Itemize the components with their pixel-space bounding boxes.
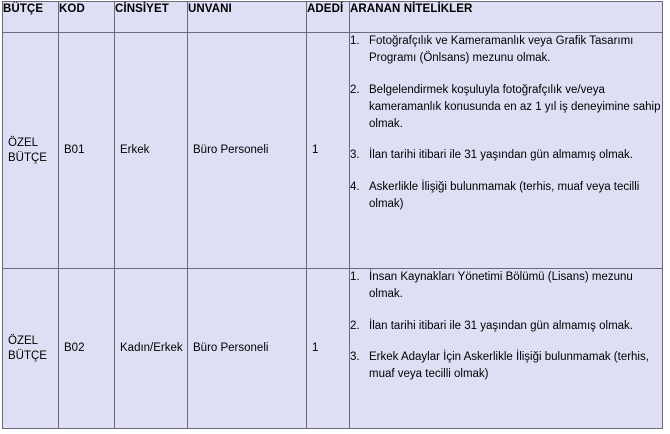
cell-nitelikler xyxy=(350,269,663,429)
table-body xyxy=(3,33,663,429)
column-header-butce: BÜTÇE xyxy=(3,2,59,33)
qualification-item: İnsan Kaynakları Yönetimi Bölümü (Lisans) mezunu olmak. xyxy=(369,271,633,301)
cell-butce-text: ÖZEL BÜTÇE xyxy=(8,137,47,164)
cell-unvani xyxy=(188,33,307,269)
qualification-item: İlan tarihi itibari ile 31 yaşından gün almamış olmak. xyxy=(369,319,633,332)
cell-nitelikler xyxy=(350,33,663,269)
cell-butce xyxy=(3,269,59,429)
qualifications-table xyxy=(2,1,663,429)
column-header-unvani: UNVANI xyxy=(188,2,307,33)
qualifications-table-container xyxy=(2,1,662,427)
cell-butce xyxy=(3,33,59,269)
qualification-item: Belgelendirmek koşuluyla fotoğrafçılık ve/veya kameramanlık konusunda en az 1 yıl iş deneyimine sahip olmak. xyxy=(369,83,661,130)
cell-kod-text: B02 xyxy=(64,342,85,355)
column-header-kod: KOD xyxy=(59,2,115,33)
cell-butce-text: ÖZEL BÜTÇE xyxy=(8,335,47,362)
cell-unvani-text: Büro Personeli xyxy=(193,342,269,355)
qualification-list xyxy=(350,269,662,383)
qualification-list xyxy=(350,33,662,213)
qualification-item: Fotoğrafçılık ve Kameramanlık veya Grafik Tasarımı Programı (Önlsans) mezunu olmak. xyxy=(369,35,634,65)
cell-adedi-text: 1 xyxy=(312,144,319,157)
cell-adedi xyxy=(307,33,350,269)
column-header-nitelik: ARANAN NİTELİKLER xyxy=(350,2,663,33)
cell-cinsiyet-text: Erkek xyxy=(120,144,150,157)
table-row xyxy=(3,33,663,269)
cell-kod xyxy=(59,33,115,269)
cell-unvani-text: Büro Personeli xyxy=(193,144,269,157)
table-header-row xyxy=(3,2,663,33)
cell-kod xyxy=(59,269,115,429)
cell-unvani xyxy=(188,269,307,429)
table-header xyxy=(3,2,663,33)
column-header-adedi: ADEDİ xyxy=(307,2,350,33)
cell-cinsiyet xyxy=(115,33,188,269)
column-header-cinsiyet: CİNSİYET xyxy=(115,2,188,33)
cell-adedi-text: 1 xyxy=(312,342,319,355)
table-row xyxy=(3,269,663,429)
qualification-item: Askerlikle İlişiği bulunmamak (terhis, muaf veya tecilli olmak) xyxy=(369,180,640,210)
qualification-item: İlan tarihi itibari ile 31 yaşından gün almamış olmak. xyxy=(369,149,633,162)
qualification-item: Erkek Adaylar İçin Askerlikle İlişiği bulunmamak (terhis, muaf veya tecilli olmak) xyxy=(369,350,649,380)
cell-adedi xyxy=(307,269,350,429)
cell-cinsiyet-text: Kadın/Erkek xyxy=(120,342,183,355)
cell-cinsiyet xyxy=(115,269,188,429)
cell-kod-text: B01 xyxy=(64,144,85,157)
